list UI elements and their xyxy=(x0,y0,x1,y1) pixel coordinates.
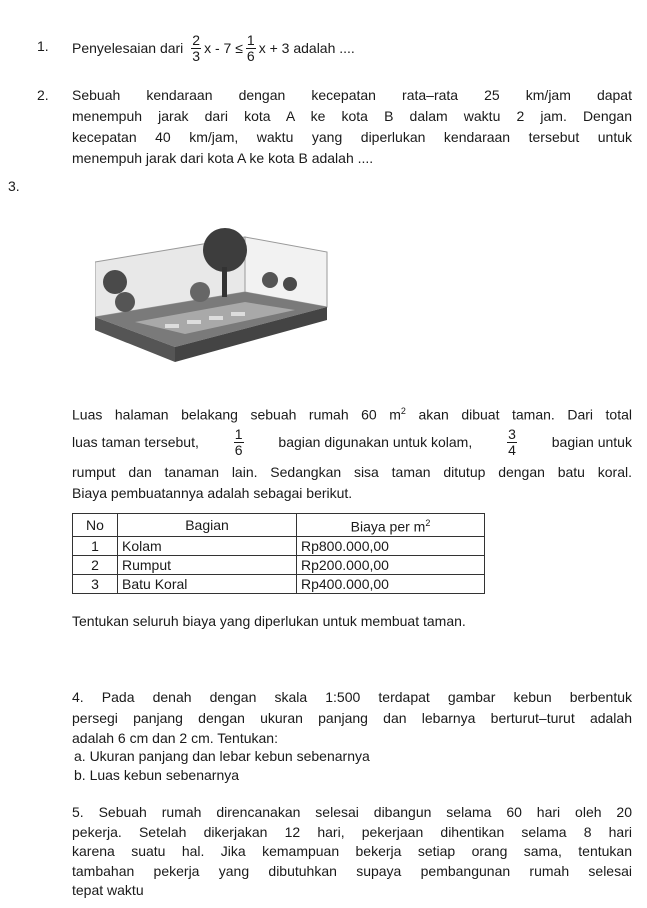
numerator: 1 xyxy=(234,425,243,442)
text: Luas halaman belakang sebuah rumah 60 m xyxy=(72,406,401,423)
text: x + 3 adalah .... xyxy=(258,40,355,56)
text-line: adalah 6 cm dan 2 cm. Tentukan: xyxy=(72,730,278,746)
cell: Kolam xyxy=(118,536,297,555)
question-text xyxy=(72,85,632,169)
text-line: tepat waktu xyxy=(72,882,144,898)
text: Biaya per m xyxy=(350,518,426,535)
text-line: 5. Sebuah rumah direncanakan selesai dibangun selama 60 hari oleh 20 xyxy=(72,804,632,820)
cell: 1 xyxy=(73,536,118,555)
denominator: 4 xyxy=(508,441,516,458)
fraction xyxy=(507,427,517,458)
option-b: b. Luas kebun sebenarnya xyxy=(74,767,240,783)
cell: 2 xyxy=(73,555,118,574)
text-line: karena suatu hal. Jika kemampuan bekerja setiap orang sama, tentukan xyxy=(72,843,632,859)
fraction xyxy=(234,427,244,458)
cell: Rp200.000,00 xyxy=(297,555,485,574)
table-row xyxy=(73,536,485,555)
text-line xyxy=(72,398,632,424)
text: bagian untuk xyxy=(551,434,632,450)
superscript: 2 xyxy=(400,406,406,416)
header-cell: No xyxy=(73,514,118,537)
question-number: 1. xyxy=(37,38,49,54)
denominator: 6 xyxy=(234,441,243,458)
numerator: 3 xyxy=(508,425,516,442)
denominator: 3 xyxy=(192,47,201,64)
cell: Rp800.000,00 xyxy=(297,536,485,555)
question-4 xyxy=(72,687,632,785)
text-line: pekerja. Setelah dikerjakan 12 hari, pekerjaan dihentikan selama 8 hari xyxy=(72,823,632,840)
text: luas taman tersebut, xyxy=(72,434,199,450)
cell: Batu Koral xyxy=(118,574,297,593)
text-line: 4. Pada denah dengan skala 1:500 terdapat gambar kebun berbentuk xyxy=(72,689,632,705)
table-row xyxy=(73,555,485,574)
text: bagian digunakan untuk kolam, xyxy=(278,434,473,450)
text-line: rumput dan tanaman lain. Sedangkan sisa taman ditutup dengan batu koral. xyxy=(72,464,632,480)
text-line: persegi panjang dengan ukuran panjang dan lebarnya berturut–turut adalah xyxy=(72,710,632,726)
header-cell: Bagian xyxy=(118,514,297,537)
garden-illustration xyxy=(95,222,335,382)
fraction xyxy=(191,33,201,64)
table-header xyxy=(73,514,485,537)
problem-text xyxy=(72,398,632,504)
superscript: 2 xyxy=(425,518,431,528)
numerator: 2 xyxy=(192,31,201,48)
question-number: 3. xyxy=(8,178,20,194)
table-row xyxy=(73,574,485,593)
text: x - 7 ≤ xyxy=(204,40,243,56)
denominator: 6 xyxy=(246,47,255,64)
cell: Rumput xyxy=(118,555,297,574)
question-number: 2. xyxy=(37,87,49,103)
text-line: menempuh jarak dari kota A ke kota B adalah .... xyxy=(72,150,374,166)
question-text xyxy=(72,28,355,68)
text: akan dibuat taman. Dari total xyxy=(405,406,632,423)
header-cell xyxy=(297,514,485,537)
cost-table xyxy=(72,513,485,594)
text: Penyelesaian dari xyxy=(72,40,184,56)
text-line: tambahan pekerja yang dibutuhkan supaya pembangunan rumah selesai xyxy=(72,862,632,879)
cell: Rp400.000,00 xyxy=(297,574,485,593)
cell: 3 xyxy=(73,574,118,593)
numerator: 1 xyxy=(246,31,255,48)
fraction xyxy=(246,33,256,64)
text-line: menempuh jarak dari kota A ke kota B dalam waktu 2 jam. Dengan xyxy=(72,108,632,124)
question-5 xyxy=(72,803,632,901)
text-line xyxy=(72,424,632,460)
text-line: Biaya pembuatannya adalah sebagai berikut. xyxy=(72,485,353,501)
text-line: kecepatan 40 km/jam, waktu yang diperlukan kendaraan tersebut untuk xyxy=(72,129,632,145)
question-prompt: Tentukan seluruh biaya yang diperlukan untuk membuat taman. xyxy=(72,613,466,629)
option-a: a. Ukuran panjang dan lebar kebun sebenarnya xyxy=(74,748,370,764)
text-line: Sebuah kendaraan dengan kecepatan rata–rata 25 km/jam dapat xyxy=(72,87,632,103)
